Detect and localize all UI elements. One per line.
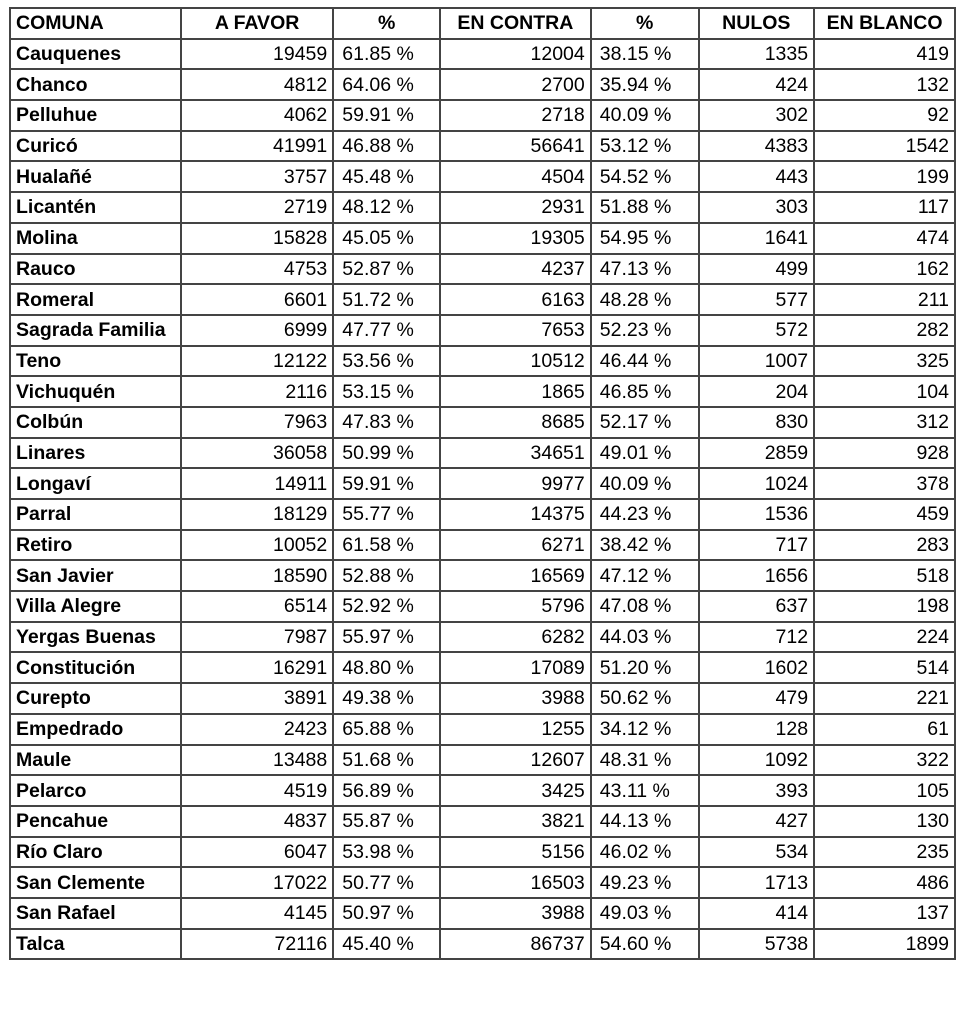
cell-pct-favor: 52.88 % — [333, 560, 440, 591]
cell-en-contra: 6282 — [440, 622, 591, 653]
cell-comuna: Pelarco — [10, 775, 181, 806]
table-row — [10, 806, 955, 837]
cell-nulos: 1024 — [699, 468, 815, 499]
cell-a-favor: 6514 — [181, 591, 333, 622]
cell-pct-contra: 52.23 % — [591, 315, 699, 346]
table-row — [10, 775, 955, 806]
table-row — [10, 622, 955, 653]
table-row — [10, 867, 955, 898]
cell-a-favor: 17022 — [181, 867, 333, 898]
cell-pct-contra: 35.94 % — [591, 69, 699, 100]
header-row — [10, 8, 955, 39]
table-row — [10, 683, 955, 714]
cell-en-contra: 10512 — [440, 346, 591, 377]
cell-pct-contra: 34.12 % — [591, 714, 699, 745]
cell-en-contra: 3821 — [440, 806, 591, 837]
cell-en-blanco: 198 — [814, 591, 955, 622]
cell-a-favor: 4812 — [181, 69, 333, 100]
cell-nulos: 1602 — [699, 652, 815, 683]
results-table — [9, 7, 956, 960]
cell-comuna: Colbún — [10, 407, 181, 438]
table-row — [10, 530, 955, 561]
cell-en-blanco: 137 — [814, 898, 955, 929]
table-row — [10, 499, 955, 530]
cell-pct-favor: 55.77 % — [333, 499, 440, 530]
cell-en-blanco: 132 — [814, 69, 955, 100]
cell-nulos: 302 — [699, 100, 815, 131]
cell-a-favor: 12122 — [181, 346, 333, 377]
cell-en-blanco: 1899 — [814, 929, 955, 960]
cell-pct-contra: 49.01 % — [591, 438, 699, 469]
table-row — [10, 100, 955, 131]
cell-pct-favor: 53.15 % — [333, 376, 440, 407]
cell-a-favor: 2116 — [181, 376, 333, 407]
cell-en-contra: 19305 — [440, 223, 591, 254]
cell-nulos: 637 — [699, 591, 815, 622]
cell-pct-contra: 54.60 % — [591, 929, 699, 960]
cell-nulos: 204 — [699, 376, 815, 407]
cell-pct-contra: 48.28 % — [591, 284, 699, 315]
table-row — [10, 131, 955, 162]
table-row — [10, 376, 955, 407]
cell-a-favor: 2719 — [181, 192, 333, 223]
cell-a-favor: 3757 — [181, 161, 333, 192]
cell-comuna: San Rafael — [10, 898, 181, 929]
cell-en-blanco: 92 — [814, 100, 955, 131]
cell-pct-favor: 51.72 % — [333, 284, 440, 315]
cell-en-contra: 3425 — [440, 775, 591, 806]
cell-a-favor: 13488 — [181, 745, 333, 776]
cell-pct-favor: 59.91 % — [333, 468, 440, 499]
cell-en-blanco: 105 — [814, 775, 955, 806]
cell-pct-contra: 47.13 % — [591, 254, 699, 285]
cell-en-contra: 2718 — [440, 100, 591, 131]
cell-en-blanco: 474 — [814, 223, 955, 254]
cell-en-contra: 3988 — [440, 898, 591, 929]
cell-a-favor: 16291 — [181, 652, 333, 683]
cell-nulos: 5738 — [699, 929, 815, 960]
cell-comuna: Talca — [10, 929, 181, 960]
cell-en-contra: 2931 — [440, 192, 591, 223]
cell-comuna: Linares — [10, 438, 181, 469]
cell-en-blanco: 514 — [814, 652, 955, 683]
cell-a-favor: 4519 — [181, 775, 333, 806]
cell-nulos: 1335 — [699, 39, 815, 70]
cell-comuna: Parral — [10, 499, 181, 530]
cell-pct-favor: 65.88 % — [333, 714, 440, 745]
cell-comuna: Maule — [10, 745, 181, 776]
cell-pct-favor: 50.97 % — [333, 898, 440, 929]
cell-comuna: Chanco — [10, 69, 181, 100]
cell-nulos: 2859 — [699, 438, 815, 469]
cell-a-favor: 4145 — [181, 898, 333, 929]
cell-en-blanco: 162 — [814, 254, 955, 285]
cell-comuna: Sagrada Familia — [10, 315, 181, 346]
cell-pct-contra: 40.09 % — [591, 100, 699, 131]
cell-pct-contra: 46.44 % — [591, 346, 699, 377]
cell-nulos: 717 — [699, 530, 815, 561]
header-a-favor: A FAVOR — [181, 8, 333, 39]
cell-en-contra: 6271 — [440, 530, 591, 561]
cell-comuna: Yergas Buenas — [10, 622, 181, 653]
cell-en-contra: 8685 — [440, 407, 591, 438]
cell-comuna: Cauquenes — [10, 39, 181, 70]
cell-en-blanco: 928 — [814, 438, 955, 469]
table-row — [10, 438, 955, 469]
cell-pct-favor: 52.92 % — [333, 591, 440, 622]
cell-comuna: Molina — [10, 223, 181, 254]
cell-en-blanco: 235 — [814, 837, 955, 868]
cell-a-favor: 4837 — [181, 806, 333, 837]
cell-pct-favor: 64.06 % — [333, 69, 440, 100]
cell-nulos: 830 — [699, 407, 815, 438]
cell-pct-favor: 53.98 % — [333, 837, 440, 868]
cell-en-blanco: 486 — [814, 867, 955, 898]
cell-a-favor: 6047 — [181, 837, 333, 868]
cell-nulos: 479 — [699, 683, 815, 714]
cell-en-blanco: 221 — [814, 683, 955, 714]
cell-comuna: Teno — [10, 346, 181, 377]
cell-comuna: Curicó — [10, 131, 181, 162]
cell-en-contra: 86737 — [440, 929, 591, 960]
cell-nulos: 303 — [699, 192, 815, 223]
cell-pct-contra: 47.12 % — [591, 560, 699, 591]
table-body — [10, 39, 955, 960]
cell-en-contra: 12004 — [440, 39, 591, 70]
cell-en-blanco: 322 — [814, 745, 955, 776]
cell-comuna: Retiro — [10, 530, 181, 561]
cell-pct-favor: 61.85 % — [333, 39, 440, 70]
cell-comuna: Empedrado — [10, 714, 181, 745]
cell-pct-favor: 48.80 % — [333, 652, 440, 683]
cell-pct-favor: 50.77 % — [333, 867, 440, 898]
cell-pct-contra: 49.03 % — [591, 898, 699, 929]
header-en-contra: EN CONTRA — [440, 8, 591, 39]
table-row — [10, 714, 955, 745]
cell-en-blanco: 130 — [814, 806, 955, 837]
cell-pct-contra: 51.20 % — [591, 652, 699, 683]
cell-nulos: 712 — [699, 622, 815, 653]
cell-pct-favor: 47.83 % — [333, 407, 440, 438]
cell-pct-contra: 40.09 % — [591, 468, 699, 499]
table-row — [10, 192, 955, 223]
table-row — [10, 560, 955, 591]
cell-a-favor: 7963 — [181, 407, 333, 438]
cell-pct-contra: 44.23 % — [591, 499, 699, 530]
cell-nulos: 393 — [699, 775, 815, 806]
cell-comuna: Longaví — [10, 468, 181, 499]
cell-comuna: Constitución — [10, 652, 181, 683]
cell-en-contra: 7653 — [440, 315, 591, 346]
cell-a-favor: 3891 — [181, 683, 333, 714]
cell-pct-contra: 54.52 % — [591, 161, 699, 192]
cell-pct-favor: 55.87 % — [333, 806, 440, 837]
table-row — [10, 346, 955, 377]
cell-comuna: San Javier — [10, 560, 181, 591]
cell-pct-favor: 59.91 % — [333, 100, 440, 131]
cell-nulos: 4383 — [699, 131, 815, 162]
cell-nulos: 1536 — [699, 499, 815, 530]
cell-a-favor: 10052 — [181, 530, 333, 561]
header-pct-favor: % — [333, 8, 440, 39]
cell-en-blanco: 61 — [814, 714, 955, 745]
cell-a-favor: 7987 — [181, 622, 333, 653]
cell-pct-favor: 47.77 % — [333, 315, 440, 346]
cell-nulos: 1092 — [699, 745, 815, 776]
cell-pct-favor: 45.40 % — [333, 929, 440, 960]
cell-en-contra: 34651 — [440, 438, 591, 469]
cell-a-favor: 2423 — [181, 714, 333, 745]
cell-pct-contra: 53.12 % — [591, 131, 699, 162]
cell-nulos: 1656 — [699, 560, 815, 591]
cell-en-contra: 5796 — [440, 591, 591, 622]
cell-pct-favor: 56.89 % — [333, 775, 440, 806]
cell-a-favor: 6999 — [181, 315, 333, 346]
table-row — [10, 929, 955, 960]
cell-en-blanco: 282 — [814, 315, 955, 346]
table-row — [10, 591, 955, 622]
cell-a-favor: 14911 — [181, 468, 333, 499]
header-pct-contra: % — [591, 8, 699, 39]
cell-en-blanco: 117 — [814, 192, 955, 223]
cell-a-favor: 36058 — [181, 438, 333, 469]
cell-pct-favor: 55.97 % — [333, 622, 440, 653]
table-row — [10, 161, 955, 192]
cell-comuna: Hualañé — [10, 161, 181, 192]
cell-comuna: Vichuquén — [10, 376, 181, 407]
cell-pct-favor: 46.88 % — [333, 131, 440, 162]
cell-pct-favor: 45.48 % — [333, 161, 440, 192]
cell-pct-contra: 46.02 % — [591, 837, 699, 868]
cell-en-blanco: 1542 — [814, 131, 955, 162]
cell-pct-contra: 46.85 % — [591, 376, 699, 407]
cell-en-blanco: 419 — [814, 39, 955, 70]
cell-en-contra: 3988 — [440, 683, 591, 714]
cell-nulos: 1007 — [699, 346, 815, 377]
cell-en-contra: 1255 — [440, 714, 591, 745]
cell-pct-contra: 48.31 % — [591, 745, 699, 776]
table-row — [10, 407, 955, 438]
cell-en-blanco: 104 — [814, 376, 955, 407]
cell-en-contra: 1865 — [440, 376, 591, 407]
cell-pct-contra: 51.88 % — [591, 192, 699, 223]
table-row — [10, 223, 955, 254]
table-row — [10, 69, 955, 100]
cell-comuna: Villa Alegre — [10, 591, 181, 622]
cell-nulos: 424 — [699, 69, 815, 100]
table-row — [10, 898, 955, 929]
header-en-blanco: EN BLANCO — [814, 8, 955, 39]
cell-pct-favor: 45.05 % — [333, 223, 440, 254]
cell-en-blanco: 459 — [814, 499, 955, 530]
cell-comuna: Río Claro — [10, 837, 181, 868]
cell-comuna: San Clemente — [10, 867, 181, 898]
table-row — [10, 254, 955, 285]
cell-en-contra: 16503 — [440, 867, 591, 898]
cell-nulos: 534 — [699, 837, 815, 868]
cell-pct-contra: 43.11 % — [591, 775, 699, 806]
cell-en-contra: 14375 — [440, 499, 591, 530]
cell-a-favor: 6601 — [181, 284, 333, 315]
cell-a-favor: 4062 — [181, 100, 333, 131]
cell-comuna: Licantén — [10, 192, 181, 223]
cell-pct-contra: 54.95 % — [591, 223, 699, 254]
table-row — [10, 652, 955, 683]
cell-nulos: 427 — [699, 806, 815, 837]
cell-comuna: Pencahue — [10, 806, 181, 837]
cell-pct-contra: 44.13 % — [591, 806, 699, 837]
table-row — [10, 837, 955, 868]
cell-en-blanco: 283 — [814, 530, 955, 561]
table-row — [10, 39, 955, 70]
cell-en-contra: 17089 — [440, 652, 591, 683]
cell-nulos: 414 — [699, 898, 815, 929]
cell-nulos: 499 — [699, 254, 815, 285]
table-row — [10, 284, 955, 315]
cell-en-contra: 2700 — [440, 69, 591, 100]
cell-en-contra: 6163 — [440, 284, 591, 315]
header-nulos: NULOS — [699, 8, 815, 39]
cell-nulos: 572 — [699, 315, 815, 346]
cell-pct-favor: 49.38 % — [333, 683, 440, 714]
cell-en-contra: 5156 — [440, 837, 591, 868]
cell-en-contra: 4504 — [440, 161, 591, 192]
cell-a-favor: 4753 — [181, 254, 333, 285]
cell-pct-favor: 53.56 % — [333, 346, 440, 377]
cell-comuna: Rauco — [10, 254, 181, 285]
cell-pct-contra: 38.15 % — [591, 39, 699, 70]
cell-en-blanco: 211 — [814, 284, 955, 315]
table-row — [10, 315, 955, 346]
cell-pct-favor: 48.12 % — [333, 192, 440, 223]
cell-en-blanco: 325 — [814, 346, 955, 377]
cell-pct-contra: 49.23 % — [591, 867, 699, 898]
cell-en-blanco: 224 — [814, 622, 955, 653]
cell-pct-contra: 50.62 % — [591, 683, 699, 714]
cell-comuna: Romeral — [10, 284, 181, 315]
cell-pct-favor: 52.87 % — [333, 254, 440, 285]
cell-en-contra: 4237 — [440, 254, 591, 285]
cell-a-favor: 15828 — [181, 223, 333, 254]
cell-a-favor: 18590 — [181, 560, 333, 591]
cell-en-blanco: 312 — [814, 407, 955, 438]
cell-pct-contra: 38.42 % — [591, 530, 699, 561]
table-row — [10, 468, 955, 499]
cell-a-favor: 41991 — [181, 131, 333, 162]
cell-nulos: 128 — [699, 714, 815, 745]
cell-pct-contra: 52.17 % — [591, 407, 699, 438]
cell-en-contra: 16569 — [440, 560, 591, 591]
cell-nulos: 1713 — [699, 867, 815, 898]
cell-en-blanco: 378 — [814, 468, 955, 499]
cell-nulos: 1641 — [699, 223, 815, 254]
cell-en-contra: 9977 — [440, 468, 591, 499]
table-row — [10, 745, 955, 776]
cell-a-favor: 18129 — [181, 499, 333, 530]
cell-pct-contra: 44.03 % — [591, 622, 699, 653]
cell-pct-favor: 50.99 % — [333, 438, 440, 469]
cell-en-contra: 56641 — [440, 131, 591, 162]
cell-comuna: Curepto — [10, 683, 181, 714]
cell-pct-favor: 51.68 % — [333, 745, 440, 776]
cell-en-blanco: 199 — [814, 161, 955, 192]
cell-comuna: Pelluhue — [10, 100, 181, 131]
cell-en-contra: 12607 — [440, 745, 591, 776]
cell-a-favor: 19459 — [181, 39, 333, 70]
cell-nulos: 577 — [699, 284, 815, 315]
cell-en-blanco: 518 — [814, 560, 955, 591]
cell-pct-contra: 47.08 % — [591, 591, 699, 622]
cell-nulos: 443 — [699, 161, 815, 192]
cell-pct-favor: 61.58 % — [333, 530, 440, 561]
cell-a-favor: 72116 — [181, 929, 333, 960]
header-comuna: COMUNA — [10, 8, 181, 39]
